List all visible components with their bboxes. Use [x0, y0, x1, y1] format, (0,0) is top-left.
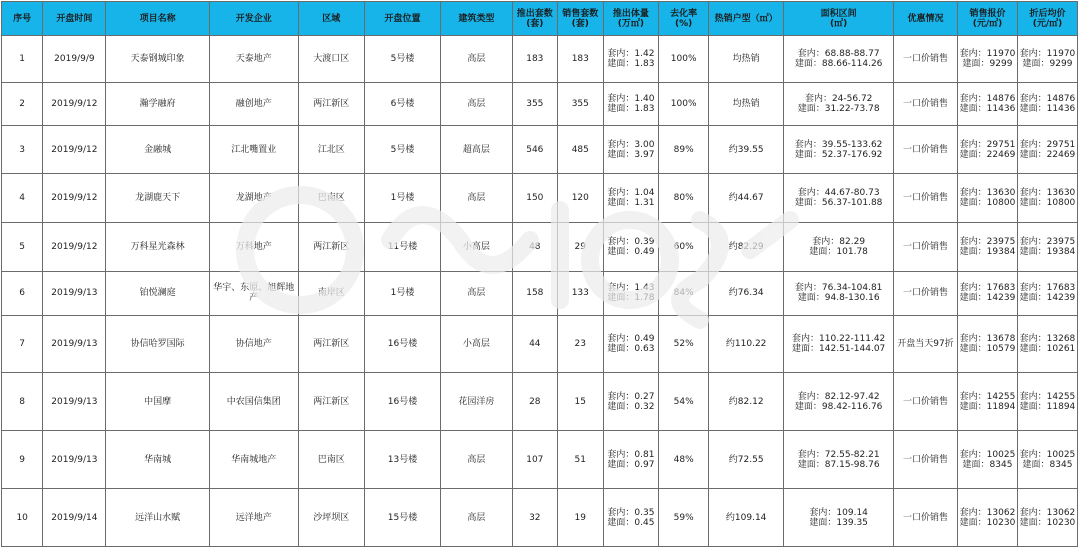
cell-volume-line: 建面：1.31: [607, 198, 655, 208]
cell-absorption: 80%: [659, 174, 709, 223]
column-header-text: 建筑类型: [458, 13, 495, 24]
table-row: [2, 126, 1078, 174]
column-header: [1017, 2, 1077, 36]
cell-net-price-line: 建面：9299: [1022, 58, 1073, 69]
cell-discount: 一口价销售: [893, 271, 957, 316]
cell-hot-unit: 约76.34: [708, 271, 783, 316]
cell-launched: 44: [512, 316, 557, 373]
cell-project: 铂悦澜庭: [106, 271, 209, 316]
column-header-text: 推出体量: [612, 8, 649, 19]
cell-area-line: 建面：94.8-130.16: [797, 293, 880, 304]
column-header: [708, 2, 783, 36]
cell-developer: 龙湖地产: [209, 174, 298, 223]
cell-area-line: 建面：56.37-101.88: [794, 198, 883, 208]
cell-area-line: 建面：52.37-176.92: [794, 149, 883, 160]
cell-sold: 133: [558, 271, 603, 316]
cell-list-price-line: 套内：29751: [959, 139, 1016, 150]
cell-volume-line: 建面：1.83: [607, 58, 655, 69]
cell-list-price-line: 套内：17683: [959, 283, 1016, 294]
cell-area-line: 建面：87.15-98.76: [797, 459, 880, 470]
column-header: [784, 2, 894, 36]
cell-net-price: [1017, 36, 1077, 83]
column-header: [958, 2, 1018, 36]
cell-list-price-line: 套内：14255: [959, 391, 1016, 402]
cell-volume-line: 套内：1.04: [607, 188, 655, 198]
column-header-text: 项目名称: [139, 13, 176, 24]
cell-district: 沙坪坝区: [298, 489, 364, 547]
cell-developer: 天泰地产: [209, 36, 298, 83]
cell-no: 4: [2, 174, 43, 223]
cell-date: 2019/9/13: [43, 316, 106, 373]
cell-area-line: 建面：98.42-116.76: [794, 401, 883, 412]
cell-list-price-line: 套内：23975: [959, 236, 1016, 247]
column-header: [512, 2, 557, 36]
cell-list-price-line: 建面：10230: [959, 517, 1016, 528]
cell-area: [784, 271, 894, 316]
cell-volume: [603, 222, 659, 271]
cell-net-price-line: 建面：10800: [1019, 198, 1076, 208]
cell-sold: 183: [558, 36, 603, 83]
cell-no: 1: [2, 36, 43, 83]
cell-discount: 一口价销售: [893, 36, 957, 83]
cell-area-line: 建面：31.22-73.78: [797, 104, 880, 115]
column-header-text: (%): [675, 18, 693, 29]
cell-absorption: 52%: [659, 316, 709, 373]
cell-no: 5: [2, 222, 43, 271]
cell-area: [784, 82, 894, 126]
cell-developer: 江北嘴置业: [209, 126, 298, 174]
cell-no: 8: [2, 373, 43, 431]
cell-volume: [603, 126, 659, 174]
cell-net-price-line: 建面：11436: [1019, 104, 1076, 115]
cell-list-price-line: 建面：14239: [959, 293, 1016, 304]
column-header-text: (元/㎡): [1032, 18, 1063, 29]
cell-position: 1号楼: [364, 174, 440, 223]
table-row: [2, 271, 1078, 316]
cell-date: 2019/9/12: [43, 174, 106, 223]
cell-volume: [603, 82, 659, 126]
cell-project: 瀚学融府: [106, 82, 209, 126]
column-header-text: 面积区间: [820, 8, 857, 19]
cell-list-price: [958, 126, 1018, 174]
cell-list-price-line: 套内：14876: [959, 94, 1016, 105]
cell-area-line: 套内：68.88-88.77: [797, 48, 880, 59]
cell-hot-unit: 约82.29: [708, 222, 783, 271]
cell-area: [784, 222, 894, 271]
cell-launched: 107: [512, 431, 557, 489]
cell-volume: [603, 174, 659, 223]
cell-discount: 一口价销售: [893, 126, 957, 174]
cell-launched: 32: [512, 489, 557, 547]
cell-building-type: 高层: [441, 174, 512, 223]
column-header-text: (㎡): [830, 18, 848, 29]
column-header-text: 销售报价: [969, 8, 1006, 19]
cell-building-type: 小高层: [441, 316, 512, 373]
column-header-text: 区域: [322, 13, 341, 24]
column-header: [43, 2, 106, 36]
cell-list-price: [958, 489, 1018, 547]
cell-area-line: 套内：76.34-104.81: [794, 283, 883, 294]
cell-net-price-line: 套内：13268: [1019, 334, 1076, 345]
cell-volume: [603, 373, 659, 431]
cell-project: 龙湖鹿天下: [106, 174, 209, 223]
column-header-text: 热销户型（㎡）: [714, 13, 778, 24]
cell-list-price-line: 建面：19384: [959, 246, 1016, 257]
cell-no: 6: [2, 271, 43, 316]
cell-no: 7: [2, 316, 43, 373]
cell-list-price: [958, 373, 1018, 431]
cell-launched: 183: [512, 36, 557, 83]
cell-net-price-line: 套内：13630: [1019, 188, 1076, 198]
column-header: [209, 2, 298, 36]
cell-area-line: 建面：142.51-144.07: [792, 344, 886, 355]
cell-list-price-line: 建面：22469: [959, 149, 1016, 160]
cell-list-price-line: 套内：13062: [959, 507, 1016, 518]
cell-position: 11号楼: [364, 222, 440, 271]
sales-table: [1, 1, 1078, 547]
cell-list-price-line: 建面：10800: [959, 198, 1016, 208]
column-header: [106, 2, 209, 36]
cell-area: [784, 431, 894, 489]
cell-date: 2019/9/13: [43, 373, 106, 431]
cell-building-type: 小高层: [441, 222, 512, 271]
table-row: [2, 316, 1078, 373]
cell-building-type: 高层: [441, 271, 512, 316]
cell-project: 协信哈罗国际: [106, 316, 209, 373]
cell-volume: [603, 489, 659, 547]
cell-net-price-line: 建面：11894: [1019, 401, 1076, 412]
cell-volume: [603, 36, 659, 83]
cell-hot-unit: 约44.67: [708, 174, 783, 223]
cell-area-line: 套内：110.22-111.42: [792, 334, 886, 345]
cell-launched: 48: [512, 222, 557, 271]
column-header-text: 开盘时间: [56, 13, 93, 24]
cell-developer: 远洋地产: [209, 489, 298, 547]
cell-net-price-line: 套内：10025: [1019, 449, 1076, 460]
cell-net-price: [1017, 373, 1077, 431]
cell-district: 大渡口区: [298, 36, 364, 83]
cell-area: [784, 36, 894, 83]
cell-area: [784, 316, 894, 373]
cell-sold: 15: [558, 373, 603, 431]
cell-district: 巴南区: [298, 431, 364, 489]
cell-volume-line: 套内：0.81: [607, 449, 655, 460]
cell-developer: 万科地产: [209, 222, 298, 271]
cell-list-price: [958, 174, 1018, 223]
cell-area: [784, 489, 894, 547]
cell-discount: 一口价销售: [893, 174, 957, 223]
cell-absorption: 59%: [659, 489, 709, 547]
cell-absorption: 84%: [659, 271, 709, 316]
cell-building-type: 高层: [441, 82, 512, 126]
cell-project: 金融城: [106, 126, 209, 174]
cell-list-price-line: 建面：9299: [962, 58, 1013, 69]
column-header-text: (万㎡): [617, 18, 645, 29]
cell-position: 5号楼: [364, 36, 440, 83]
cell-position: 1号楼: [364, 271, 440, 316]
cell-list-price-line: 建面：11894: [959, 401, 1016, 412]
cell-net-price: [1017, 271, 1077, 316]
cell-sold: 120: [558, 174, 603, 223]
cell-date: 2019/9/12: [43, 126, 106, 174]
column-header-text: 序号: [13, 13, 32, 24]
cell-volume-line: 套内：0.35: [607, 507, 655, 518]
table-row: [2, 174, 1078, 223]
cell-sold: 51: [558, 431, 603, 489]
cell-volume-line: 套内：0.49: [607, 334, 655, 345]
column-header-text: 去化率: [670, 8, 698, 19]
cell-volume-line: 建面：1.83: [607, 104, 655, 115]
cell-volume-line: 套内：1.43: [607, 283, 655, 294]
column-header: [558, 2, 603, 36]
cell-area-line: 套内：39.55-133.62: [794, 139, 883, 150]
cell-developer: 华南城地产: [209, 431, 298, 489]
cell-district: 两江新区: [298, 373, 364, 431]
table-row: [2, 489, 1078, 547]
column-header: [364, 2, 440, 36]
cell-hot-unit: 约82.12: [708, 373, 783, 431]
cell-list-price: [958, 271, 1018, 316]
cell-volume-line: 套内：3.00: [607, 139, 655, 150]
cell-position: 15号楼: [364, 489, 440, 547]
cell-no: 10: [2, 489, 43, 547]
cell-net-price: [1017, 82, 1077, 126]
cell-district: 南岸区: [298, 271, 364, 316]
column-header-text: 折后均价: [1029, 8, 1066, 19]
cell-hot-unit: 约39.55: [708, 126, 783, 174]
cell-project: 万科星光森林: [106, 222, 209, 271]
cell-area-line: 套内：72.55-82.21: [797, 449, 880, 460]
cell-position: 16号楼: [364, 373, 440, 431]
cell-date: 2019/9/9: [43, 36, 106, 83]
cell-net-price-line: 套内：14876: [1019, 94, 1076, 105]
column-header-text: 优惠情况: [907, 13, 944, 24]
cell-absorption: 54%: [659, 373, 709, 431]
cell-developer: 中农国信集团: [209, 373, 298, 431]
cell-district: 巴南区: [298, 174, 364, 223]
cell-net-price: [1017, 431, 1077, 489]
column-header-text: (元/㎡): [972, 18, 1003, 29]
cell-discount: 开盘当天97折: [893, 316, 957, 373]
column-header-text: (套): [571, 18, 589, 29]
cell-sold: 355: [558, 82, 603, 126]
cell-date: 2019/9/13: [43, 271, 106, 316]
cell-project: 天泰钢城印象: [106, 36, 209, 83]
cell-building-type: 花园洋房: [441, 373, 512, 431]
cell-net-price: [1017, 489, 1077, 547]
cell-list-price: [958, 316, 1018, 373]
cell-list-price-line: 套内：10025: [959, 449, 1016, 460]
cell-hot-unit: 约109.14: [708, 489, 783, 547]
cell-area-line: 建面：139.35: [809, 517, 868, 528]
cell-net-price-line: 套内：14255: [1019, 391, 1076, 402]
cell-position: 5号楼: [364, 126, 440, 174]
cell-list-price-line: 建面：10579: [959, 344, 1016, 355]
cell-building-type: 高层: [441, 431, 512, 489]
cell-net-price: [1017, 316, 1077, 373]
cell-volume-line: 建面：0.45: [607, 517, 655, 528]
cell-net-price-line: 建面：10230: [1019, 517, 1076, 528]
cell-area-line: 套内：109.14: [809, 507, 868, 518]
cell-net-price: [1017, 174, 1077, 223]
cell-net-price-line: 建面：8345: [1022, 459, 1073, 470]
cell-district: 两江新区: [298, 222, 364, 271]
cell-volume-line: 套内：1.42: [607, 48, 655, 59]
cell-area-line: 建面：88.66-114.26: [794, 58, 883, 69]
cell-list-price-line: 套内：13630: [959, 188, 1016, 198]
cell-net-price-line: 套内：29751: [1019, 139, 1076, 150]
cell-absorption: 100%: [659, 82, 709, 126]
cell-list-price-line: 建面：8345: [962, 459, 1013, 470]
cell-discount: 一口价销售: [893, 431, 957, 489]
cell-hot-unit: 均热销: [708, 36, 783, 83]
cell-absorption: 60%: [659, 222, 709, 271]
cell-launched: 546: [512, 126, 557, 174]
cell-sold: 23: [558, 316, 603, 373]
cell-sold: 19: [558, 489, 603, 547]
cell-date: 2019/9/12: [43, 82, 106, 126]
cell-list-price-line: 套内：13678: [959, 334, 1016, 345]
cell-area: [784, 126, 894, 174]
cell-area-line: 套内：82.29: [812, 236, 866, 247]
cell-area: [784, 174, 894, 223]
cell-volume-line: 套内：0.27: [607, 391, 655, 402]
column-header-text: 开发企业: [235, 13, 272, 24]
cell-volume-line: 建面：0.63: [607, 344, 655, 355]
cell-area-line: 套内：24-56.72: [804, 94, 873, 105]
cell-volume-line: 建面：0.32: [607, 401, 655, 412]
table-row: [2, 36, 1078, 83]
cell-no: 3: [2, 126, 43, 174]
cell-position: 13号楼: [364, 431, 440, 489]
cell-position: 6号楼: [364, 82, 440, 126]
header-row: [2, 2, 1078, 36]
cell-launched: 355: [512, 82, 557, 126]
cell-developer: 协信地产: [209, 316, 298, 373]
cell-district: 两江新区: [298, 82, 364, 126]
cell-volume: [603, 271, 659, 316]
cell-list-price: [958, 82, 1018, 126]
cell-volume-line: 建面：0.49: [607, 246, 655, 257]
cell-hot-unit: 均热销: [708, 82, 783, 126]
cell-date: 2019/9/13: [43, 431, 106, 489]
column-header: [893, 2, 957, 36]
table-row: [2, 222, 1078, 271]
cell-date: 2019/9/12: [43, 222, 106, 271]
column-header-text: 推出套数: [516, 8, 553, 19]
cell-volume: [603, 316, 659, 373]
column-header: [298, 2, 364, 36]
cell-volume-line: 建面：0.97: [607, 459, 655, 470]
cell-discount: 一口价销售: [893, 489, 957, 547]
cell-developer: 华宇、东原、旭辉地产: [209, 271, 298, 316]
cell-net-price-line: 套内：17683: [1019, 283, 1076, 294]
cell-absorption: 48%: [659, 431, 709, 489]
cell-project: 中国摩: [106, 373, 209, 431]
cell-discount: 一口价销售: [893, 222, 957, 271]
cell-net-price: [1017, 126, 1077, 174]
cell-hot-unit: 约72.55: [708, 431, 783, 489]
cell-launched: 158: [512, 271, 557, 316]
cell-district: 江北区: [298, 126, 364, 174]
cell-area-line: 建面：101.78: [809, 246, 868, 257]
table-row: [2, 431, 1078, 489]
cell-net-price-line: 建面：22469: [1019, 149, 1076, 160]
cell-date: 2019/9/14: [43, 489, 106, 547]
cell-no: 2: [2, 82, 43, 126]
cell-building-type: 高层: [441, 489, 512, 547]
table-row: [2, 373, 1078, 431]
cell-net-price-line: 建面：10261: [1019, 344, 1076, 355]
cell-net-price-line: 建面：19384: [1019, 246, 1076, 257]
cell-area-line: 套内：44.67-80.73: [797, 188, 880, 198]
cell-discount: 一口价销售: [893, 373, 957, 431]
cell-absorption: 100%: [659, 36, 709, 83]
cell-list-price: [958, 222, 1018, 271]
cell-sold: 485: [558, 126, 603, 174]
cell-net-price-line: 套内：13062: [1019, 507, 1076, 518]
cell-list-price-line: 套内：11970: [959, 48, 1016, 59]
cell-net-price-line: 建面：14239: [1019, 293, 1076, 304]
cell-hot-unit: 约110.22: [708, 316, 783, 373]
cell-volume-line: 套内：1.40: [607, 94, 655, 105]
cell-building-type: 高层: [441, 36, 512, 83]
cell-net-price: [1017, 222, 1077, 271]
cell-absorption: 89%: [659, 126, 709, 174]
column-header-text: 销售套数: [562, 8, 599, 19]
cell-no: 9: [2, 431, 43, 489]
column-header: [603, 2, 659, 36]
column-header: [2, 2, 43, 36]
table-row: [2, 82, 1078, 126]
table-body: [2, 36, 1078, 547]
cell-project: 华南城: [106, 431, 209, 489]
cell-building-type: 超高层: [441, 126, 512, 174]
column-header: [441, 2, 512, 36]
column-header-text: 开盘位置: [384, 13, 421, 24]
cell-sold: 29: [558, 222, 603, 271]
cell-area-line: 套内：82.12-97.42: [797, 391, 880, 402]
cell-area: [784, 373, 894, 431]
cell-discount: 一口价销售: [893, 82, 957, 126]
cell-list-price: [958, 36, 1018, 83]
cell-developer: 融创地产: [209, 82, 298, 126]
column-header-text: (套): [526, 18, 544, 29]
cell-volume-line: 建面：3.97: [607, 149, 655, 160]
cell-launched: 150: [512, 174, 557, 223]
cell-volume-line: 建面：1.78: [607, 293, 655, 304]
cell-position: 16号楼: [364, 316, 440, 373]
cell-net-price-line: 套内：11970: [1019, 48, 1076, 59]
cell-district: 两江新区: [298, 316, 364, 373]
cell-volume: [603, 431, 659, 489]
column-header: [659, 2, 709, 36]
cell-list-price: [958, 431, 1018, 489]
cell-project: 远洋山水赋: [106, 489, 209, 547]
cell-launched: 28: [512, 373, 557, 431]
cell-volume-line: 套内：0.39: [607, 236, 655, 247]
cell-list-price-line: 建面：11436: [959, 104, 1016, 115]
cell-net-price-line: 套内：23975: [1019, 236, 1076, 247]
